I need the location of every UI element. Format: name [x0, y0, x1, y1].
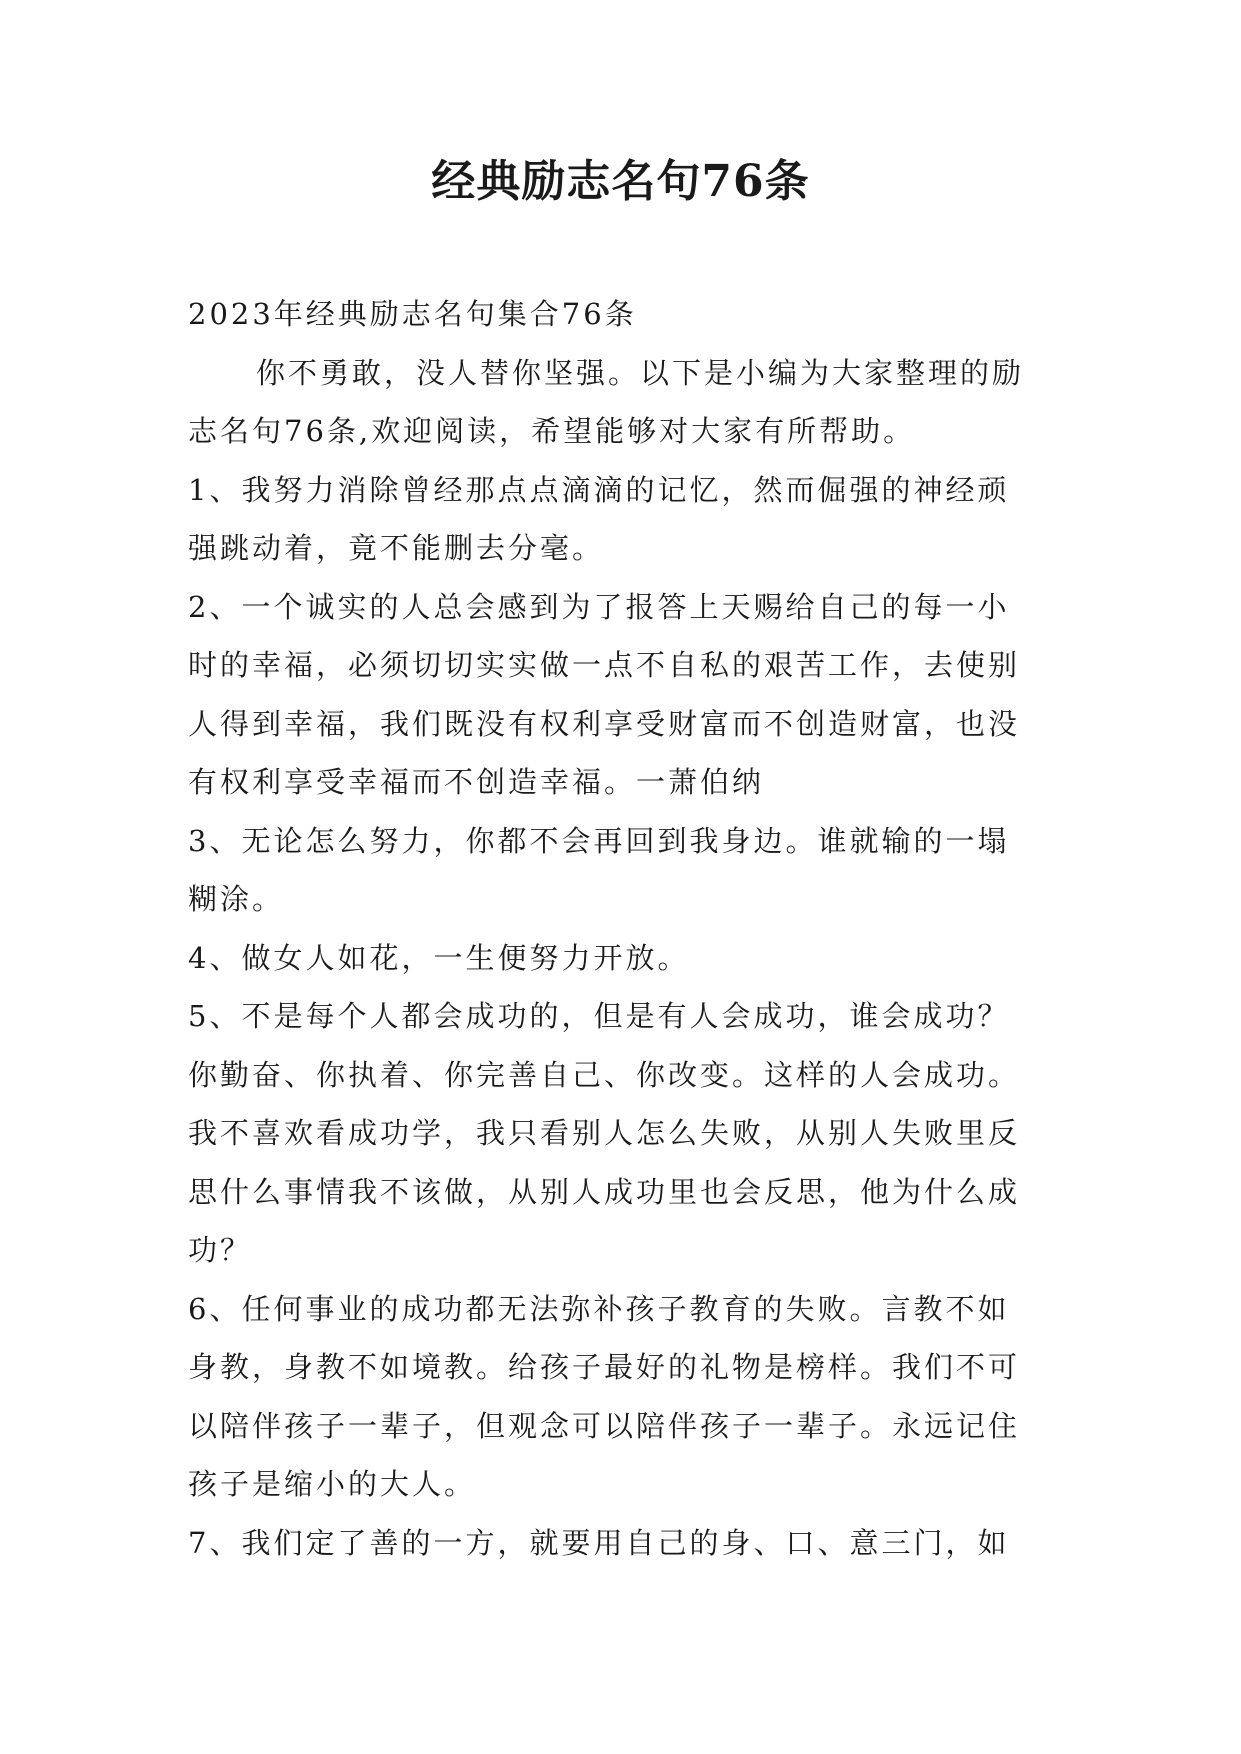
quote-3-line-2: 糊涂。 [188, 882, 285, 916]
quote-5-line-5: 功？ [188, 1233, 253, 1267]
subtitle-line: 2023年经典励志名句集合76条 [188, 297, 637, 331]
quote-6-line-4: 孩子是缩小的大人。 [188, 1467, 477, 1501]
quote-1-line-1: 1、我努力消除曾经那点点滴滴的记忆，然而倔强的神经顽 [188, 472, 1010, 507]
intro-line-2: 志名句76条,欢迎阅读，希望能够对大家有所帮助。 [188, 414, 916, 448]
quote-5-line-2: 你勤奋、你执着、你完善自己、你改变。这样的人会成功。 [188, 1057, 1021, 1092]
quote-5-line-1: 5、不是每个人都会成功的，但是有人会成功，谁会成功？ [188, 999, 1010, 1033]
quote-6-line-2: 身教，身教不如境教。给孩子最好的礼物是榜样。我们不可 [188, 1350, 1021, 1384]
quote-3-line-1: 3、无论怎么努力，你都不会再回到我身边。谁就输的一塌 [188, 823, 1010, 858]
quote-6-line-3: 以陪伴孩子一辈子，但观念可以陪伴孩子一辈子。永远记住 [188, 1408, 1021, 1443]
document-body [188, 285, 1068, 1572]
document-title: 经典励志名句76条 [431, 156, 810, 207]
quote-5-line-4: 思什么事情我不该做，从别人成功里也会反思，他为什么成 [188, 1174, 1021, 1209]
quote-2-line-2: 时的幸福，必须切切实实做一点不自私的艰苦工作，去使别 [188, 648, 1021, 682]
quote-5-line-3: 我不喜欢看成功学，我只看别人怎么失败，从别人失败里反 [188, 1116, 1021, 1150]
quote-2-line-4: 有权利享受幸福而不创造幸福。一萧伯纳 [188, 765, 765, 799]
quote-7-line-1: 7、我们定了善的一方，就要用自己的身、口、意三门，如 [188, 1525, 1010, 1560]
quote-4-line-1: 4、做女人如花，一生便努力开放。 [188, 940, 690, 975]
quote-2-line-3: 人得到幸福，我们既没有权利享受财富而不创造财富，也没 [188, 706, 1021, 741]
quote-6-line-1: 6、任何事业的成功都无法弥补孩子教育的失败。言教不如 [188, 1291, 1010, 1326]
quote-2-line-1: 2、一个诚实的人总会感到为了报答上天赐给自己的每一小 [188, 589, 1010, 624]
quote-1-line-2: 强跳动着，竟不能删去分毫。 [188, 531, 605, 565]
intro-line-1: 你不勇敢，没人替你坚强。以下是小编为大家整理的励 [256, 355, 1025, 390]
